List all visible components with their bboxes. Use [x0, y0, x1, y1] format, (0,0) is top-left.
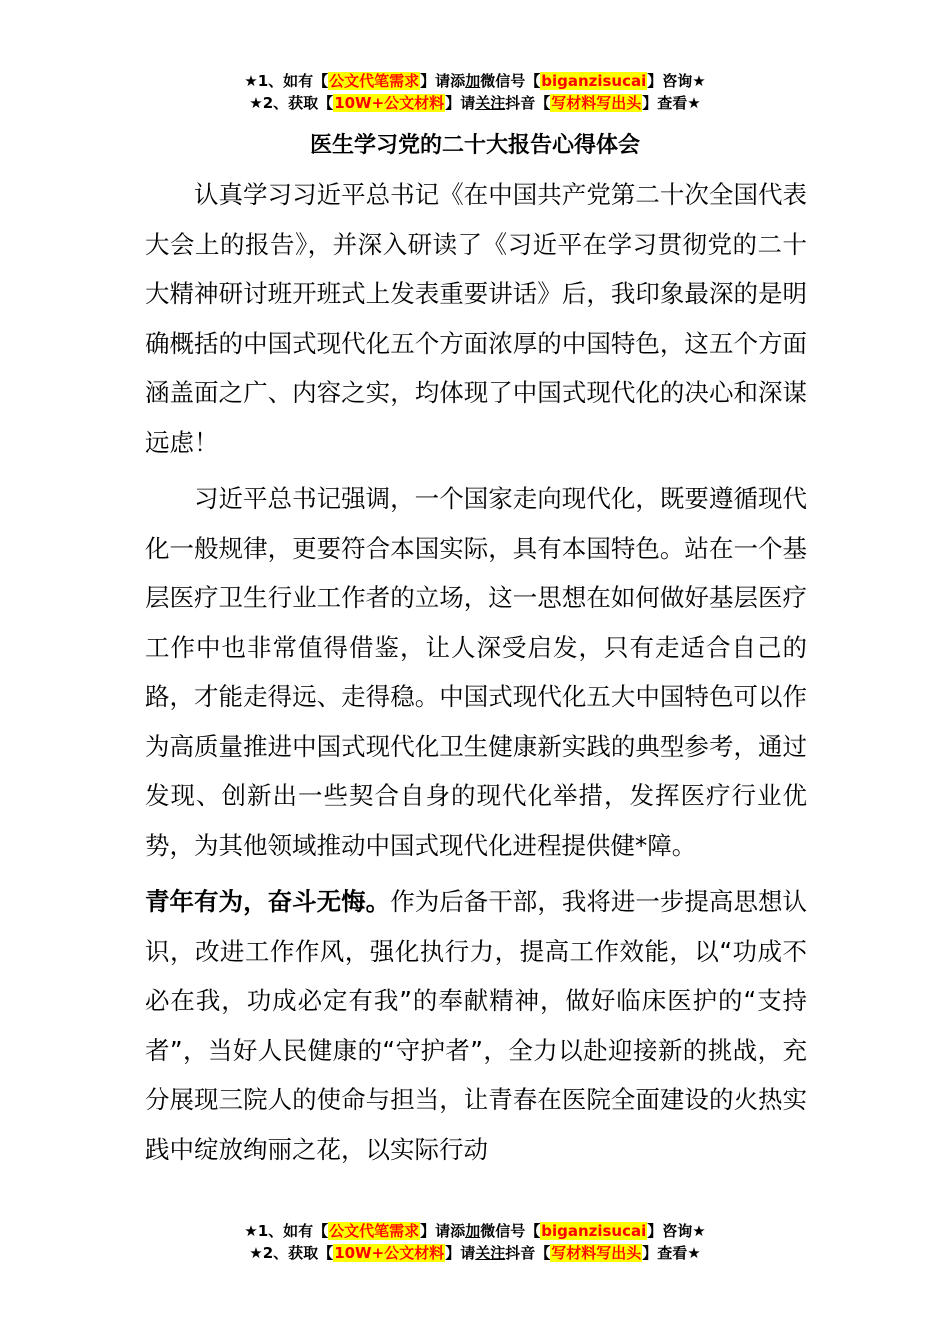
banner-highlight: 公文代笔需求 — [329, 1222, 420, 1240]
bottom-banner — [0, 1220, 950, 1264]
banner-text: 】查看★ — [642, 94, 701, 112]
section-lead: 青年有为，奋斗无悔。 — [145, 887, 391, 916]
document-body — [145, 170, 807, 1174]
banner-line-2 — [0, 1242, 950, 1264]
banner-text: ★1、如有【 — [244, 72, 329, 90]
document-title: 医生学习党的二十大报告心得体会 — [309, 133, 640, 158]
banner-line-1 — [0, 70, 950, 92]
banner-text: 】咨询★ — [647, 1222, 706, 1240]
section-paragraph — [145, 877, 807, 1174]
paragraph: 习近平总书记强调，一个国家走向现代化，既要遵循现代化一般规律，更要符合本国实际，具有本国特色。站在一个基层医疗卫生行业工作者的立场，这一思想在如何做好基层医疗工作中也非常值得借鉴，让人深受启发，只有走适合自己的路，才能走得远、走得稳。中国式现代化五大中国特色可以作为高质量推进中国式现代化卫生健康新实践的典型参考，通过发现、创新出一些契合自身的现代化举措，发挥医疗行业优势，为其他领域推动中国式现代化进程提供健*障。 — [145, 484, 807, 860]
banner-text: 】请添 — [420, 1222, 466, 1240]
banner-highlight: 公文代笔需求 — [329, 72, 420, 90]
paragraph: 认真学习习近平总书记《在中国共产党第二十次全国代表大会上的报告》，并深入研读了《习近平在学习贯彻党的二十大精神研讨班开班式上发表重要讲话》后，我印象最深的是明确概括的中国式现代化五个方面浓厚的中国特色，这五个方面涵盖面之广、内容之实，均体现了中国式现代化的决心和深谋远虑！ — [145, 180, 807, 457]
banner-highlight: 10W+公文材料 — [334, 94, 445, 112]
banner-line-1 — [0, 1220, 950, 1242]
banner-text: ★2、获取【 — [249, 94, 334, 112]
banner-text: 】请 — [445, 94, 476, 112]
banner-text: 】查看★ — [642, 1244, 701, 1262]
banner-underlined: 加 — [465, 1222, 481, 1240]
banner-text: 】请添 — [420, 72, 466, 90]
banner-text: ★1、如有【 — [244, 1222, 329, 1240]
banner-text: 抖音【 — [505, 94, 551, 112]
banner-underlined: 关注 — [475, 94, 506, 112]
top-banner — [0, 70, 950, 114]
banner-wechat-id: biganzisucai — [541, 72, 647, 90]
banner-underlined: 加 — [465, 72, 481, 90]
banner-wechat-id: biganzisucai — [541, 1222, 647, 1240]
banner-text: 】咨询★ — [647, 72, 706, 90]
banner-line-2 — [0, 92, 950, 114]
banner-highlight: 10W+公文材料 — [334, 1244, 445, 1262]
banner-text: ★2、获取【 — [249, 1244, 334, 1262]
banner-text: 微信号【 — [480, 72, 541, 90]
banner-underlined: 关注 — [475, 1244, 506, 1262]
banner-text: 抖音【 — [505, 1244, 551, 1262]
banner-douyin-id: 写材料写出头 — [551, 1244, 642, 1262]
section-text: 作为后备干部，我将进一步提高思想认识，改进工作作风，强化执行力，提高工作效能，以“功成不必在我，功成必定有我”的奉献精神，做好临床医护的“支持者”，当好人民健康的“守护者”，全力以赴迎接新的挑战，充分展现三院人的使命与担当，让青春在医院全面建设的火热实践中绽放绚丽之花，以实际行动 — [145, 887, 808, 1164]
banner-douyin-id: 写材料写出头 — [551, 94, 642, 112]
banner-text: 微信号【 — [480, 1222, 541, 1240]
banner-text: 】请 — [445, 1244, 476, 1262]
